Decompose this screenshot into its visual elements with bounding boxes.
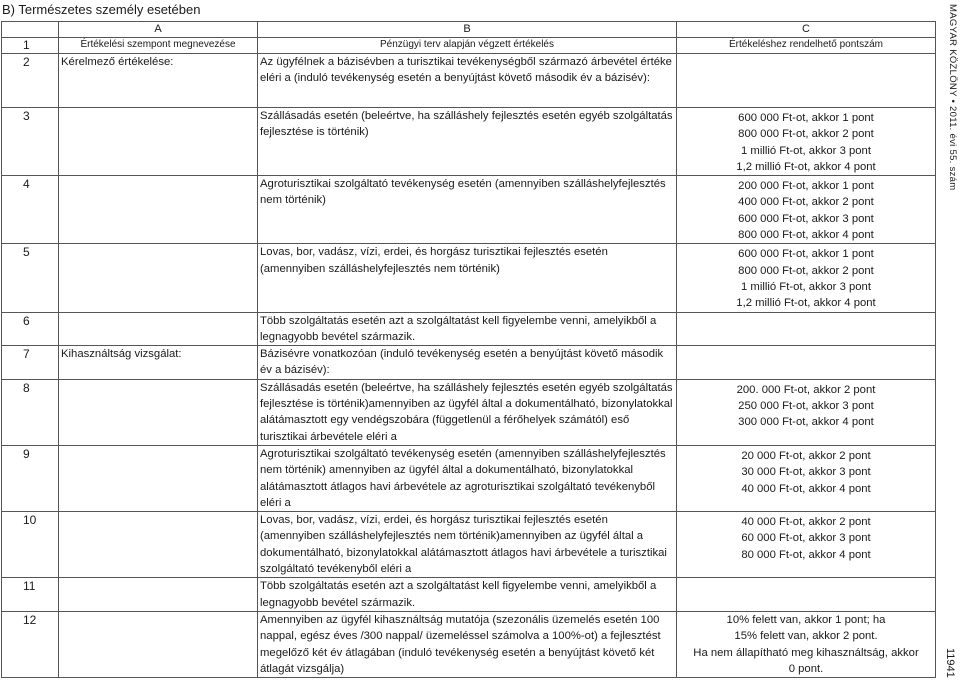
score-line: 1,2 millió Ft-ot, akkor 4 pont (736, 160, 876, 173)
score-cell (677, 512, 936, 578)
score-line: 300 000 Ft-ot, akkor 4 pont (738, 416, 874, 429)
score-cell (677, 611, 936, 677)
table-row (2, 379, 936, 445)
evaluation-text-cell: Az ügyfélnek a bázisévben a turisztikai tevékenységből származó árbevétel értéke eléri a (induló tevékenység esetén a benyújtást követő második év a bázisév): (258, 54, 677, 108)
row-number: 1 (2, 38, 59, 54)
score-line: 0 pont. (788, 662, 824, 675)
column-letter-row (2, 22, 936, 38)
column-header-row (2, 38, 936, 54)
evaluation-text-cell: Agroturisztikai szolgáltató tevékenység esetén (amennyiben szálláshelyfejlesztés nem történik) (258, 176, 677, 244)
evaluation-text-cell: Több szolgáltatás esetén azt a szolgáltatást kell figyelembe venni, amelyikből a legnagyobb bevétel származik. (258, 578, 677, 612)
header-evaluation: Pénzügyi terv alapján végzett értékelés (258, 38, 677, 54)
table-row (2, 312, 936, 346)
score-line: 1,2 millió Ft-ot, akkor 4 pont (736, 297, 876, 310)
row-number: 12 (2, 611, 59, 677)
criterion-cell (59, 176, 258, 244)
table-row (2, 445, 936, 511)
row-number: 6 (2, 312, 59, 346)
score-cell (677, 379, 936, 445)
table-row (2, 346, 936, 380)
score-cell (677, 312, 936, 346)
score-cell (677, 176, 936, 244)
page-number: 11941 (944, 648, 956, 678)
score-line: 200 000 Ft-ot, akkor 1 pont (738, 180, 874, 193)
score-cell (677, 244, 936, 312)
score-line: 1 millió Ft-ot, akkor 3 pont (741, 280, 871, 293)
score-line: 600 000 Ft-ot, akkor 1 pont (738, 248, 874, 261)
row-number: 8 (2, 379, 59, 445)
header-score: Értékeléshez rendelhető pontszám (677, 38, 936, 54)
score-line: 80 000 Ft-ot, akkor 4 pont (741, 548, 871, 561)
evaluation-text-cell: Amennyiben az ügyfél kihasználtság mutatója (szezonális üzemelés esetén 100 nappal, egész éves /300 nappal/ üzemeléssel számolva a 100%-ot) a fejlesztést megelőző két év átlagában (induló tevékenység esetén a benyújtást követő két átlagát vizsgálja) (258, 611, 677, 677)
score-line: 15% felett van, akkor 2 pont. (734, 630, 878, 643)
score-line: 600 000 Ft-ot, akkor 3 pont (738, 212, 874, 225)
table-row (2, 176, 936, 244)
table-row (2, 611, 936, 677)
score-cell (677, 346, 936, 380)
criterion-cell (59, 108, 258, 176)
score-line: 1 millió Ft-ot, akkor 3 pont (741, 144, 871, 157)
table-row (2, 578, 936, 612)
score-line: 400 000 Ft-ot, akkor 2 pont (738, 196, 874, 209)
section-title: B) Természetes személy esetében (2, 2, 201, 17)
score-line: 40 000 Ft-ot, akkor 4 pont (741, 482, 871, 495)
score-cell (677, 54, 936, 108)
score-line: 60 000 Ft-ot, akkor 3 pont (741, 532, 871, 545)
score-cell (677, 108, 936, 176)
criterion-cell (59, 611, 258, 677)
score-line: 600 000 Ft-ot, akkor 1 pont (738, 112, 874, 124)
header-criterion: Értékelési szempont megnevezése (59, 38, 258, 54)
score-cell (677, 578, 936, 612)
row-number: 7 (2, 346, 59, 380)
criterion-cell (59, 312, 258, 346)
criterion-cell: Kérelmező értékelése: (59, 54, 258, 108)
criterion-cell (59, 445, 258, 511)
row-number: 10 (2, 512, 59, 578)
journal-running-header: MAGYAR KÖZLÖNY • 2011. évi 55. szám (947, 4, 958, 191)
corner-cell (2, 22, 59, 38)
score-line: 800 000 Ft-ot, akkor 4 pont (738, 229, 874, 242)
row-number: 3 (2, 108, 59, 176)
criterion-cell (59, 244, 258, 312)
score-line: 800 000 Ft-ot, akkor 2 pont (738, 128, 874, 141)
evaluation-text-cell: Bázisévre vonatkozóan (induló tevékenység esetén a benyújtást követő második év a bázisév): (258, 346, 677, 380)
evaluation-table (1, 21, 936, 678)
evaluation-text-cell: Agroturisztikai szolgáltató tevékenység esetén (amennyiben szálláshelyfejlesztés nem történik) amennyiben az ügyfél által a dokumentálható, bizonylatokkal alátámasztott átlagos havi árbevétele az agroturisztikai szolgáltató tevékenyből eléri a (258, 445, 677, 511)
criterion-cell: Kihasználtság vizsgálat: (59, 346, 258, 380)
table-row (2, 244, 936, 312)
criterion-cell (59, 512, 258, 578)
criterion-cell (59, 379, 258, 445)
row-number: 5 (2, 244, 59, 312)
row-number: 2 (2, 54, 59, 108)
row-number: 4 (2, 176, 59, 244)
criterion-cell (59, 578, 258, 612)
score-cell (677, 445, 936, 511)
evaluation-text-cell: Szállásadás esetén (beleértve, ha szálláshely fejlesztés esetén egyéb szolgáltatás fejlesztése is történik)amennyiben az ügyfél által a dokumentálható, bizonylatokkal alátámasztott egy vendégszobára (függetlenül a férőhelyek számától) eső turisztikai árbevétele eléri a (258, 379, 677, 445)
score-line: 250 000 Ft-ot, akkor 3 pont (738, 400, 874, 413)
score-line: 800 000 Ft-ot, akkor 2 pont (738, 264, 874, 277)
score-line: 200. 000 Ft-ot, akkor 2 pont (736, 383, 876, 396)
score-line: 30 000 Ft-ot, akkor 3 pont (741, 466, 871, 479)
table-row (2, 512, 936, 578)
score-line: Ha nem állapítható meg kihasználtság, akkor (693, 646, 919, 659)
column-letter-c: C (677, 22, 936, 38)
table-row (2, 54, 936, 108)
score-line: 40 000 Ft-ot, akkor 2 pont (741, 516, 871, 529)
score-line: 20 000 Ft-ot, akkor 2 pont (741, 449, 871, 462)
evaluation-text-cell: Lovas, bor, vadász, vízi, erdei, és horgász turisztikai fejlesztés esetén (amennyiben szálláshelyfejlesztés nem történik)amennyiben az ügyfél által a dokumentálható, bizonylatokkal alátámasztott átlagos havi árbevétele a turisztikai szolgáltató tevékenyből eléri a (258, 512, 677, 578)
table-row (2, 108, 936, 176)
evaluation-text-cell: Lovas, bor, vadász, vízi, erdei, és horgász turisztikai fejlesztés esetén (amennyiben szálláshelyfejlesztés nem történik) (258, 244, 677, 312)
score-line: 10% felett van, akkor 1 pont; ha (726, 613, 886, 626)
evaluation-text-cell: Szállásadás esetén (beleértve, ha szálláshely fejlesztés esetén egyéb szolgáltatás fejlesztése is történik) (258, 108, 677, 176)
evaluation-text-cell: Több szolgáltatás esetén azt a szolgáltatást kell figyelembe venni, amelyikből a legnagyobb bevétel származik. (258, 312, 677, 346)
column-letter-b: B (258, 22, 677, 38)
column-letter-a: A (59, 22, 258, 38)
row-number: 11 (2, 578, 59, 612)
row-number: 9 (2, 445, 59, 511)
